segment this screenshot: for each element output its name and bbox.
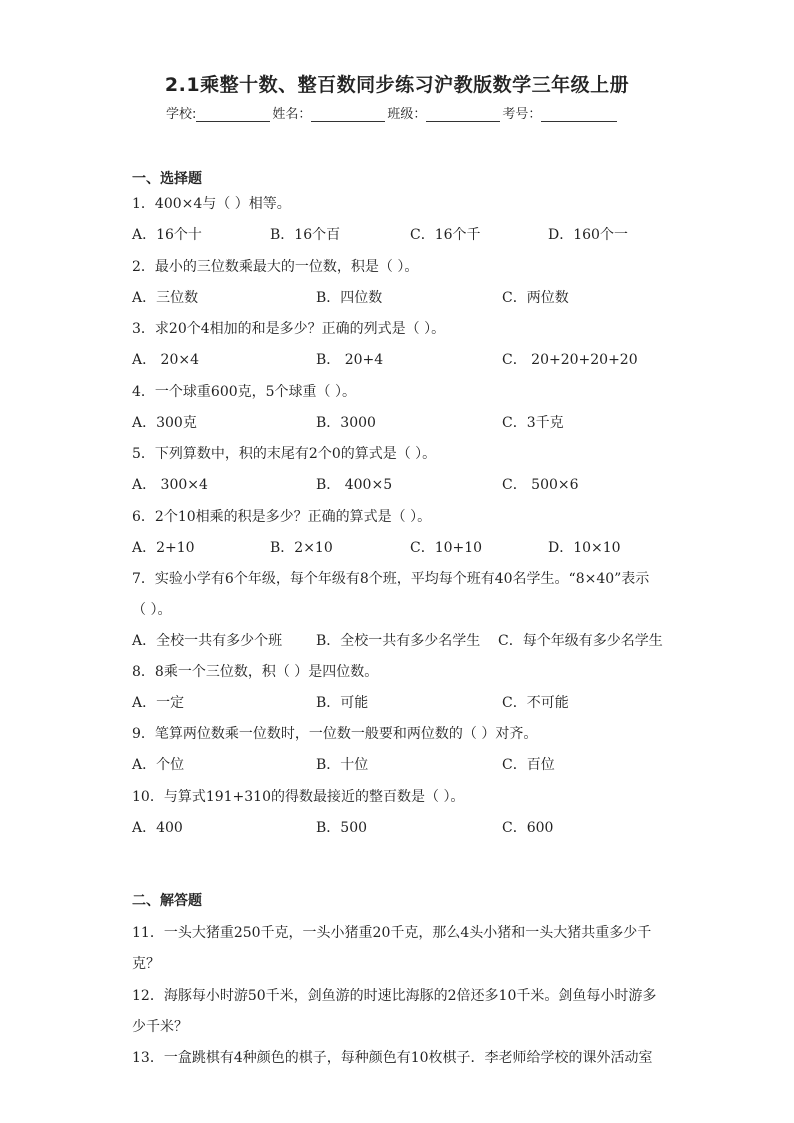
option-6a: A．2+10: [132, 540, 195, 556]
option-8c: C．不可能: [502, 695, 569, 711]
option-9b: B．十位: [316, 757, 369, 773]
option-5b: B． 400×5: [316, 477, 393, 493]
question-8: 8．8乘一个三位数，积（ ）是四位数。: [132, 664, 379, 680]
option-10c: C．600: [502, 820, 554, 836]
option-2b: B．四位数: [316, 290, 383, 306]
option-1b: B．16个百: [270, 227, 341, 243]
question-7: 7．实验小学有6个年级，每个年级有8个班，平均每个班有40名学生。“8×40”表示: [132, 571, 650, 587]
question-1: 1．400×4与（ ）相等。: [132, 196, 291, 212]
question-11: 11．一头大猪重250千克，一头小猪重20千克，那么4头小猪和一头大猪共重多少千: [132, 925, 652, 941]
option-8a: A．一定: [132, 695, 185, 711]
question-9: 9．笔算两位数乘一位数时，一位数一般要和两位数的（ ）对齐。: [132, 726, 538, 742]
question-12: 12．海豚每小时游50千米，剑鱼游的时速比海豚的2倍还多10千米。剑鱼每小时游多: [132, 988, 657, 1004]
option-2a: A．三位数: [132, 290, 199, 306]
option-6c: C．10+10: [410, 540, 483, 556]
option-8b: B．可能: [316, 695, 369, 711]
option-6d: D．10×10: [548, 540, 621, 556]
school-blank: [196, 107, 270, 122]
option-1a: A．16个十: [132, 227, 202, 243]
option-4b: B．3000: [316, 415, 376, 431]
option-4c: C．3千克: [502, 415, 564, 431]
option-7a: A．全校一共有多少个班: [132, 633, 283, 649]
question-7-continued: （ ）。: [132, 602, 172, 618]
option-5a: A． 300×4: [132, 477, 208, 493]
question-2: 2．最小的三位数乘最大的一位数，积是（ ）。: [132, 259, 419, 275]
option-2c: C．两位数: [502, 290, 569, 306]
option-3b: B． 20+4: [316, 352, 384, 368]
name-label: 姓名：: [272, 107, 312, 122]
section-heading-choice: 一、选择题: [132, 171, 202, 187]
option-10b: B．500: [316, 820, 368, 836]
question-5: 5．下列算数中，积的末尾有2个0的算式是（ ）。: [132, 446, 437, 462]
school-label: 学校:: [166, 107, 197, 122]
option-3c: C． 20+20+20+20: [502, 352, 638, 368]
question-10: 10．与算式191+310的得数最接近的整百数是（ ）。: [132, 789, 465, 805]
question-3: 3．求20个4相加的和是多少？正确的列式是（ ）。: [132, 321, 446, 337]
number-blank: [541, 107, 617, 122]
page-title: 2.1乘整十数、整百数同步练习沪教版数学三年级上册: [164, 74, 630, 96]
number-label: 考号：: [502, 107, 542, 122]
question-13: 13．一盒跳棋有4种颜色的棋子，每种颜色有10枚棋子．李老师给学校的课外活动室: [132, 1050, 653, 1066]
class-label: 班级：: [387, 107, 427, 122]
section-heading-answer: 二、解答题: [132, 893, 202, 909]
option-9c: C．百位: [502, 757, 555, 773]
question-12-continued: 少千米？: [132, 1019, 188, 1035]
question-6: 6．2个10相乘的积是多少？正确的算式是（ ）。: [132, 509, 432, 525]
class-blank: [426, 107, 500, 122]
question-4: 4．一个球重600克，5个球重（ ）。: [132, 384, 356, 400]
option-6b: B．2×10: [270, 540, 333, 556]
option-3a: A． 20×4: [132, 352, 200, 368]
option-9a: A．个位: [132, 757, 185, 773]
option-1d: D．160个一: [548, 227, 628, 243]
option-5c: C． 500×6: [502, 477, 579, 493]
option-1c: C．16个千: [410, 227, 481, 243]
question-11-continued: 克？: [132, 956, 160, 972]
name-blank: [311, 107, 385, 122]
option-7c: C．每个年级有多少名学生: [498, 633, 663, 649]
option-10a: A．400: [132, 820, 183, 836]
option-4a: A．300克: [132, 415, 197, 431]
option-7b: B．全校一共有多少名学生: [316, 633, 481, 649]
student-info-row: [166, 103, 619, 122]
